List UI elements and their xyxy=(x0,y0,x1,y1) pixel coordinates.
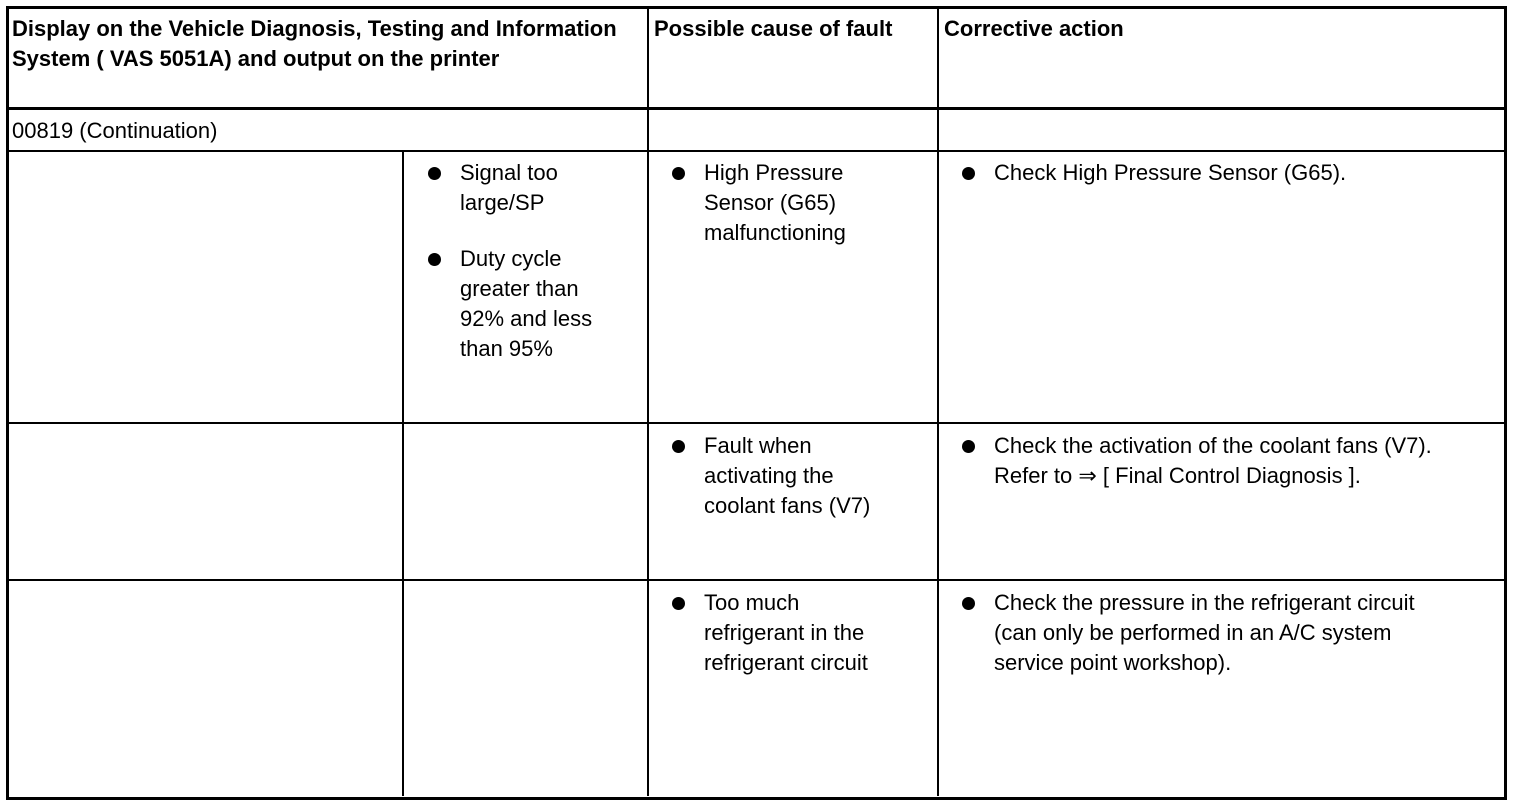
action-text: Check High Pressure Sensor (G65). xyxy=(994,160,1347,185)
bullet-icon xyxy=(962,167,975,180)
bullet-icon xyxy=(962,597,975,610)
header-cause-text: Possible cause of fault xyxy=(654,16,893,41)
list-item xyxy=(426,244,641,364)
header-display xyxy=(12,14,642,74)
cause-text: Too much refrigerant in the refrigerant circuit xyxy=(704,590,868,675)
list-item xyxy=(670,158,934,248)
action-text: Check the pressure in the refrigerant circuit (can only be performed in an A/C system service point workshop). xyxy=(994,590,1415,675)
row-1-display-conditions xyxy=(426,158,641,364)
bullet-icon xyxy=(672,597,685,610)
row-1-action xyxy=(960,158,1500,188)
header-action-text: Corrective action xyxy=(944,16,1124,41)
header-cause xyxy=(654,14,934,44)
row-2-action xyxy=(960,431,1500,491)
header-action xyxy=(944,14,1494,44)
bullet-icon xyxy=(672,440,685,453)
header-divider xyxy=(8,107,1504,110)
cause-column-divider xyxy=(647,8,649,796)
code-row-divider xyxy=(8,150,1504,152)
action-text: Check the activation of the coolant fans (V7). Refer to ⇒ [ Final Control Diagnosis ]. xyxy=(994,433,1432,488)
row-3-cause xyxy=(670,588,934,678)
list-item xyxy=(426,158,641,218)
header-display-text: Display on the Vehicle Diagnosis, Testing and Information System ( VAS 5051A) and output on the printer xyxy=(12,16,617,71)
fault-code-cell xyxy=(12,116,642,146)
row-2-divider xyxy=(8,579,1504,581)
list-item xyxy=(670,588,934,678)
condition-text: Duty cycle greater than 92% and less than 95% xyxy=(460,246,593,361)
row-2-cause xyxy=(670,431,934,521)
list-item xyxy=(960,431,1500,491)
action-column-divider xyxy=(937,8,939,796)
fault-code-text: 00819 (Continuation) xyxy=(12,118,218,143)
bullet-icon xyxy=(428,253,441,266)
display-subcolumn-divider xyxy=(402,151,404,796)
cause-text: Fault when activating the coolant fans (V7) xyxy=(704,433,871,518)
bullet-icon xyxy=(672,167,685,180)
condition-text: Signal too large/SP xyxy=(460,160,558,215)
bullet-icon xyxy=(962,440,975,453)
row-1-cause xyxy=(670,158,934,248)
cause-text: High Pressure Sensor (G65) malfunctioning xyxy=(704,160,846,245)
row-1-divider xyxy=(8,422,1504,424)
bullet-icon xyxy=(428,167,441,180)
list-item xyxy=(960,588,1500,678)
list-item xyxy=(960,158,1500,188)
list-item xyxy=(670,431,934,521)
row-3-action xyxy=(960,588,1500,678)
